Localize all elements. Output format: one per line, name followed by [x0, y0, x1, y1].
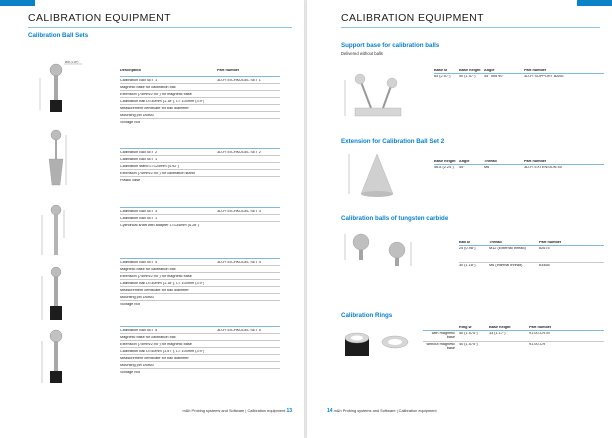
set-line: Calibration ball D=40mm (1.57"), L= 100mm (3.9"): [120, 349, 205, 353]
set-name: Calibration Ball SET 3: [120, 209, 158, 213]
set-4-block: [120, 258, 280, 307]
set-name: Calibration Ball SET 5: [120, 328, 158, 332]
table-cell: 56.8 (2.24"): [434, 166, 454, 170]
set-line: Extension (75mm/2.95") for magnetic base: [120, 342, 192, 346]
calibration-ball-set-3-image: [34, 198, 104, 260]
set-line: Storage box: [120, 120, 141, 124]
set-line: Extension (75mm/2.95") for calibration stand: [120, 171, 195, 175]
set-line: Calibration stand L=125mm (4.92"): [120, 164, 179, 168]
brand-bar: [577, 0, 612, 6]
table-cell: 33 (1.17"): [489, 332, 506, 336]
set-part-number: 3D-FI EICHKUGEL SET 1: [217, 78, 261, 82]
set-name: Calibration Ball SET 1: [120, 78, 158, 82]
set-line: Storage box: [120, 370, 141, 374]
table-cell: 45°: [459, 166, 465, 170]
set-line: Calibration Ball SET 1: [120, 216, 158, 220]
table-cell: #2675: [539, 247, 550, 251]
tungsten-table: [459, 241, 604, 269]
table-cell: 65 (2.57"): [434, 75, 451, 79]
extension-table: [434, 160, 604, 171]
right-footer: [327, 408, 437, 414]
header-cell: Part number: [529, 326, 552, 329]
header-cell: Ring Ø: [459, 326, 472, 329]
header-cell: Angle: [459, 160, 470, 163]
set-name: Calibration Ball SET 4: [120, 260, 158, 264]
rings-title: Calibration Rings: [341, 312, 393, 319]
support-base-title: Support base for calibration balls: [341, 42, 440, 49]
header-cell: Base Ø: [434, 69, 448, 72]
calibration-ball-set-2-image: [34, 125, 104, 187]
table-row: [459, 262, 604, 269]
table-cell: 40 (1.575"): [459, 343, 478, 347]
rings-table: [423, 326, 604, 351]
calibration-ball-set-5-image: [34, 326, 104, 388]
header-cell: Part number: [539, 241, 562, 244]
tungsten-balls-image: [341, 228, 431, 280]
brand-bar: [0, 0, 35, 6]
footer-text: m&h Probing systems and Software | Calibration equipment: [333, 408, 437, 413]
header-cell: Base height: [489, 326, 511, 329]
table-row: [434, 164, 604, 171]
header-cell: Angle: [484, 69, 495, 72]
set-part-number: 3D-FI EICHKUGEL SET 2: [217, 150, 261, 154]
footer-text: m&h Probing systems and Software | Calibration equipment: [182, 408, 286, 413]
set-line: Measurement certificate for ball diameter: [120, 356, 189, 360]
set-line: Plastic case: [120, 178, 141, 182]
header-description: Description: [120, 69, 141, 72]
set-part-number: 3D-FI EICHKUGEL SET 5: [217, 328, 261, 332]
header-cell: Base height: [459, 69, 481, 72]
calibration-ball-set-1-image: [34, 58, 104, 116]
title-rule: [28, 27, 292, 28]
set-line: Cylindrical shaft with adapter L=134mm (5.28"): [120, 223, 199, 227]
table-row: [434, 73, 604, 80]
header-cell: Base height: [434, 160, 456, 163]
table-cell: [489, 343, 529, 351]
table-cell: 25 (0.98"): [459, 247, 476, 251]
section-title: Calibration Ball Sets: [28, 32, 89, 39]
row-label: with magnetic base: [431, 332, 455, 340]
set-line: Magnetic base for calibration ball: [120, 85, 176, 89]
support-base-image: [341, 60, 421, 122]
table-cell: 30 (1.18"): [459, 264, 476, 268]
left-page: [0, 0, 304, 438]
table-row: [459, 245, 604, 252]
set-5-block: [120, 326, 280, 375]
table-cell: 3D-FI SUPPORT BASE: [524, 75, 564, 79]
table-cell: 40 (1.57"): [459, 75, 476, 79]
table-cell: #3468: [539, 264, 550, 268]
header-part-number: Part number: [217, 69, 240, 72]
set-line: Magnetic base for calibration ball: [120, 267, 176, 271]
support-base-note: Delivered without balls: [341, 51, 383, 56]
set-part-number: 3D-FI EICHKUGEL SET 3: [217, 209, 261, 213]
extension-image: [341, 150, 421, 202]
set-line: Calibration ball D=30mm (1.18"), L= 100mm (3.9"): [120, 99, 205, 103]
set-line: Extension (75mm/2.95") for magnetic base: [120, 274, 192, 278]
calibration-ball-sets-table: [120, 69, 280, 73]
set-name: Calibration Ball SET 2: [120, 150, 158, 154]
header-cell: Part number: [524, 69, 547, 72]
set-line: Calibration ball D=30mm (1.18"), L= 100mm (3.9"): [120, 281, 205, 285]
right-page: [307, 0, 612, 438]
header-cell: Ball Ø: [459, 241, 470, 244]
table-row: [423, 330, 604, 341]
page-number: 14: [327, 408, 333, 414]
table-cell: 91.00-CR-M: [529, 332, 550, 336]
support-base-table: [434, 69, 604, 80]
header-cell: Thread: [489, 241, 502, 244]
table-cell: 45° und 90°: [484, 75, 504, 79]
set-1-block: [120, 76, 280, 125]
table-cell: 40 (1.575"): [459, 332, 478, 336]
tungsten-title: Calibration balls of tungsten carbide: [341, 215, 449, 222]
set-line: Mounting pin D6x60: [120, 295, 154, 299]
table-header: [120, 69, 280, 73]
svg-text:Ø30 (1.18"): Ø30 (1.18"): [65, 61, 79, 64]
set-line: Measurement certificate for ball diameter: [120, 106, 189, 110]
calibration-rings-image: [341, 324, 421, 368]
extension-title: Extension for Calibration Ball Set 2: [341, 138, 445, 145]
table-cell: M12 (External thread): [489, 247, 526, 251]
header-cell: Thread: [484, 160, 497, 163]
table-cell: 91.00-CR: [529, 343, 546, 347]
calibration-ball-set-4-image: [34, 262, 104, 324]
table-cell: M6: [484, 166, 490, 170]
table-row: [423, 341, 604, 352]
set-line: Extension (75mm/2.95") for magnetic base: [120, 92, 192, 96]
set-part-number: 3D-FI EICHKUGEL SET 4: [217, 260, 261, 264]
set-2-block: [120, 148, 280, 183]
set-line: Magnetic base for calibration ball: [120, 335, 176, 339]
set-line: Calibration Ball SET 1: [120, 157, 158, 161]
set-line: Measurement certificate for ball diameter: [120, 288, 189, 292]
table-cell: 3D-FI EXTENSION 45: [524, 166, 562, 170]
page-number: 13: [286, 408, 292, 414]
set-3-block: [120, 207, 280, 228]
row-label: without magnetic base: [426, 343, 455, 350]
set-line: Storage box: [120, 302, 141, 306]
page-title: CALIBRATION EQUIPMENT: [341, 12, 484, 24]
set-line: Mounting pin D6x60: [120, 113, 154, 117]
left-footer: [182, 408, 292, 414]
title-rule: [341, 27, 600, 28]
set-line: Mounting pin D6x60: [120, 363, 154, 367]
page-title: CALIBRATION EQUIPMENT: [28, 12, 171, 24]
table-cell: M6 (Internal thread): [489, 264, 523, 268]
header-cell: Part number: [524, 160, 547, 163]
